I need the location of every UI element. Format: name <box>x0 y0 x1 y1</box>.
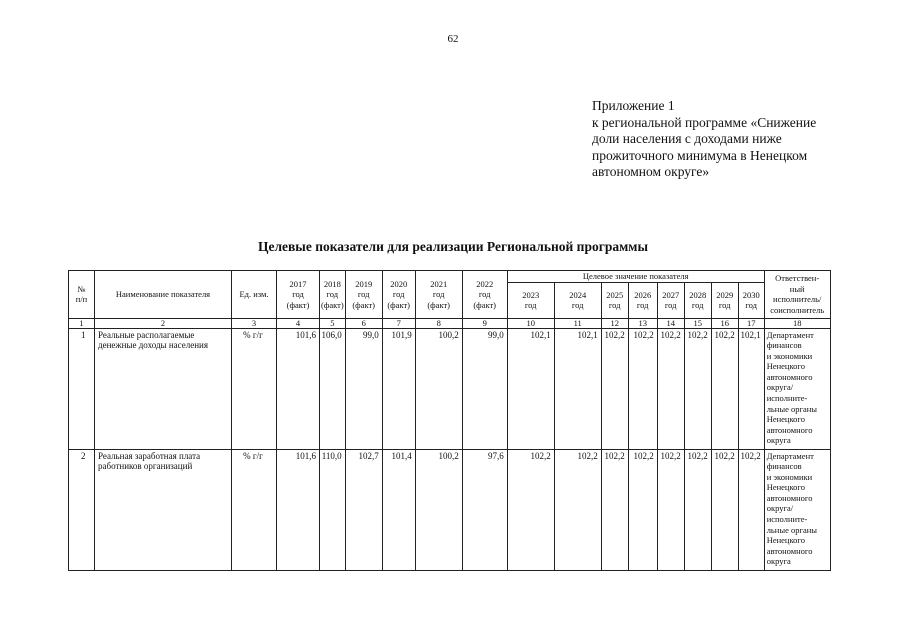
value-cell: 102,2 <box>738 449 764 570</box>
header-num <box>69 271 95 319</box>
header-year-2022 <box>462 271 507 319</box>
table-row <box>69 328 831 449</box>
value-cell: 102,1 <box>738 328 764 449</box>
appendix-line: автономном округе» <box>592 164 710 179</box>
value-cell: 102,2 <box>657 449 684 570</box>
value-cell: 99,0 <box>345 328 382 449</box>
indicator-name-line: Реальные располагаемые <box>98 329 195 340</box>
fact-label: (факт) <box>352 299 376 310</box>
value-cell: 102,2 <box>628 449 657 570</box>
column-number: 14 <box>657 318 684 328</box>
value-cell: 106,0 <box>320 328 346 449</box>
responsible-line: автономного <box>766 492 813 503</box>
header-num-sign: № <box>77 283 86 294</box>
header-target-group: Целевое значение показателя <box>507 271 764 283</box>
year: 2018 <box>323 278 341 289</box>
year: 2019 <box>355 278 373 289</box>
value-cell: 110,0 <box>320 449 346 570</box>
column-number: 8 <box>415 318 462 328</box>
column-number: 4 <box>277 318 320 328</box>
column-number: 7 <box>382 318 415 328</box>
value-cell: 102,2 <box>601 328 628 449</box>
year-word: год <box>432 289 445 299</box>
fact-label: (факт) <box>473 299 497 310</box>
responsible-line: Департамент <box>766 450 814 461</box>
column-number: 10 <box>507 318 554 328</box>
year-word: год <box>636 300 649 310</box>
indicator-name <box>95 449 232 570</box>
year: 2020 <box>390 278 408 289</box>
column-number: 11 <box>554 318 601 328</box>
responsible-line: льные органы <box>766 403 817 414</box>
responsible-line: льные органы <box>766 524 817 535</box>
value-cell: 101,9 <box>382 328 415 449</box>
value-cell: 102,2 <box>684 328 711 449</box>
header-responsible-line: исполнитель/ <box>773 294 822 305</box>
header-year-2029 <box>711 282 738 318</box>
appendix-line: прожиточного минимума в Ненецком <box>592 147 808 163</box>
indicator-name-line: денежные доходы населения <box>98 340 209 350</box>
responsible-line: автономного <box>766 545 813 556</box>
header-unit: Ед. изм. <box>232 271 277 319</box>
column-number: 17 <box>738 318 764 328</box>
header-year-2028 <box>684 282 711 318</box>
appendix-note <box>592 98 852 181</box>
row-number: 2 <box>69 449 95 570</box>
year-word: год <box>524 300 537 310</box>
fact-label: (факт) <box>321 299 344 310</box>
header-row-top <box>69 271 831 283</box>
header-year-2020 <box>382 271 415 319</box>
value-cell: 101,6 <box>277 328 320 449</box>
responsible-line: и экономики <box>766 350 813 361</box>
page-number: 62 <box>447 33 459 45</box>
column-number: 9 <box>462 318 507 328</box>
year-word: год <box>392 289 405 299</box>
year: 2026 <box>634 289 652 300</box>
responsible-line: финансов <box>766 461 802 472</box>
value-cell: 102,2 <box>711 449 738 570</box>
unit-cell: % г/г <box>232 449 277 570</box>
year-word: год <box>664 300 677 310</box>
column-number: 16 <box>711 318 738 328</box>
value-cell: 101,4 <box>382 449 415 570</box>
header-year-2023 <box>507 282 554 318</box>
responsible-line: автономного <box>766 424 813 435</box>
value-cell: 101,6 <box>277 449 320 570</box>
header-responsible-line: соисполнитель <box>770 304 825 315</box>
year: 2017 <box>289 278 307 289</box>
responsible-line: Ненецкого <box>766 535 805 546</box>
responsible-line: округа <box>766 435 791 446</box>
column-number: 15 <box>684 318 711 328</box>
header-year-2017 <box>277 271 320 319</box>
value-cell: 102,2 <box>657 328 684 449</box>
table-row <box>69 449 831 570</box>
value-cell: 102,2 <box>601 449 628 570</box>
responsible-line: округа/ <box>766 382 794 393</box>
responsible-line: исполните- <box>766 393 808 404</box>
appendix-line: Приложение 1 <box>592 98 675 113</box>
indicators-table <box>68 270 831 571</box>
year: 2027 <box>662 289 680 300</box>
header-year-2024 <box>554 282 601 318</box>
value-cell: 102,2 <box>628 328 657 449</box>
header-year-2026 <box>628 282 657 318</box>
header-year-2025 <box>601 282 628 318</box>
indicator-name-line: Реальная заработная плата <box>98 450 201 461</box>
year: 2029 <box>716 289 734 300</box>
unit-cell: % г/г <box>232 328 277 449</box>
year-word: год <box>357 289 370 299</box>
responsible-line: исполните- <box>766 514 808 525</box>
responsible-line: Департамент <box>766 329 814 340</box>
column-number: 5 <box>320 318 346 328</box>
column-number: 2 <box>95 318 232 328</box>
value-cell: 102,2 <box>554 449 601 570</box>
value-cell: 100,2 <box>415 328 462 449</box>
year-word: год <box>292 289 304 299</box>
responsible-cell <box>764 328 830 449</box>
header-year-2018 <box>320 271 346 319</box>
appendix-line: доли населения с доходами ниже <box>592 131 782 146</box>
header-year-2021 <box>415 271 462 319</box>
column-number: 6 <box>345 318 382 328</box>
column-number: 1 <box>69 318 95 328</box>
year-word: год <box>478 289 491 299</box>
value-cell: 102,1 <box>507 328 554 449</box>
row-number: 1 <box>69 328 95 449</box>
responsible-line: автономного <box>766 371 813 382</box>
header-year-2027 <box>657 282 684 318</box>
header-name: Наименование показателя <box>95 271 232 319</box>
responsible-line: Ненецкого <box>766 414 805 425</box>
year-word: год <box>608 300 621 310</box>
year: 2024 <box>569 289 587 300</box>
responsible-line: финансов <box>766 340 802 351</box>
value-cell: 102,1 <box>554 328 601 449</box>
fact-label: (факт) <box>286 299 310 310</box>
header-year-2030 <box>738 282 764 318</box>
value-cell: 102,2 <box>684 449 711 570</box>
year: 2023 <box>522 289 540 300</box>
column-number: 13 <box>628 318 657 328</box>
column-number: 3 <box>232 318 277 328</box>
responsible-cell <box>764 449 830 570</box>
year: 2030 <box>742 289 760 300</box>
year-word: год <box>326 289 339 299</box>
header-responsible <box>764 271 830 319</box>
value-cell: 100,2 <box>415 449 462 570</box>
header-responsible-line: ный <box>789 283 805 294</box>
year-word: год <box>691 300 704 310</box>
column-number: 12 <box>601 318 628 328</box>
year-word: год <box>718 300 731 310</box>
appendix-line: к региональной программе «Снижение <box>592 114 817 130</box>
year: 2028 <box>689 289 707 300</box>
fact-label: (факт) <box>387 299 411 310</box>
year-word: год <box>745 300 757 310</box>
value-cell: 97,6 <box>462 449 507 570</box>
indicator-name <box>95 328 232 449</box>
responsible-line: округа <box>766 556 791 567</box>
value-cell: 99,0 <box>462 328 507 449</box>
header-num-abbr: п/п <box>75 294 88 305</box>
column-number-row <box>69 318 831 328</box>
responsible-line: Ненецкого <box>766 482 805 493</box>
document-title: Целевые показатели для реализации Региональной программы <box>257 239 649 254</box>
responsible-line: и экономики <box>766 471 813 482</box>
year: 2022 <box>476 278 494 289</box>
value-cell: 102,7 <box>345 449 382 570</box>
value-cell: 102,2 <box>507 449 554 570</box>
responsible-line: Ненецкого <box>766 361 805 372</box>
value-cell: 102,2 <box>711 328 738 449</box>
header-year-2019 <box>345 271 382 319</box>
header-responsible-line: Ответствен- <box>775 273 820 284</box>
responsible-line: округа/ <box>766 503 794 514</box>
year: 2021 <box>430 278 448 289</box>
fact-label: (факт) <box>427 299 451 310</box>
indicator-name-line: работников организаций <box>98 461 193 471</box>
column-number: 18 <box>764 318 830 328</box>
year-word: год <box>571 300 584 310</box>
year: 2025 <box>606 289 624 300</box>
